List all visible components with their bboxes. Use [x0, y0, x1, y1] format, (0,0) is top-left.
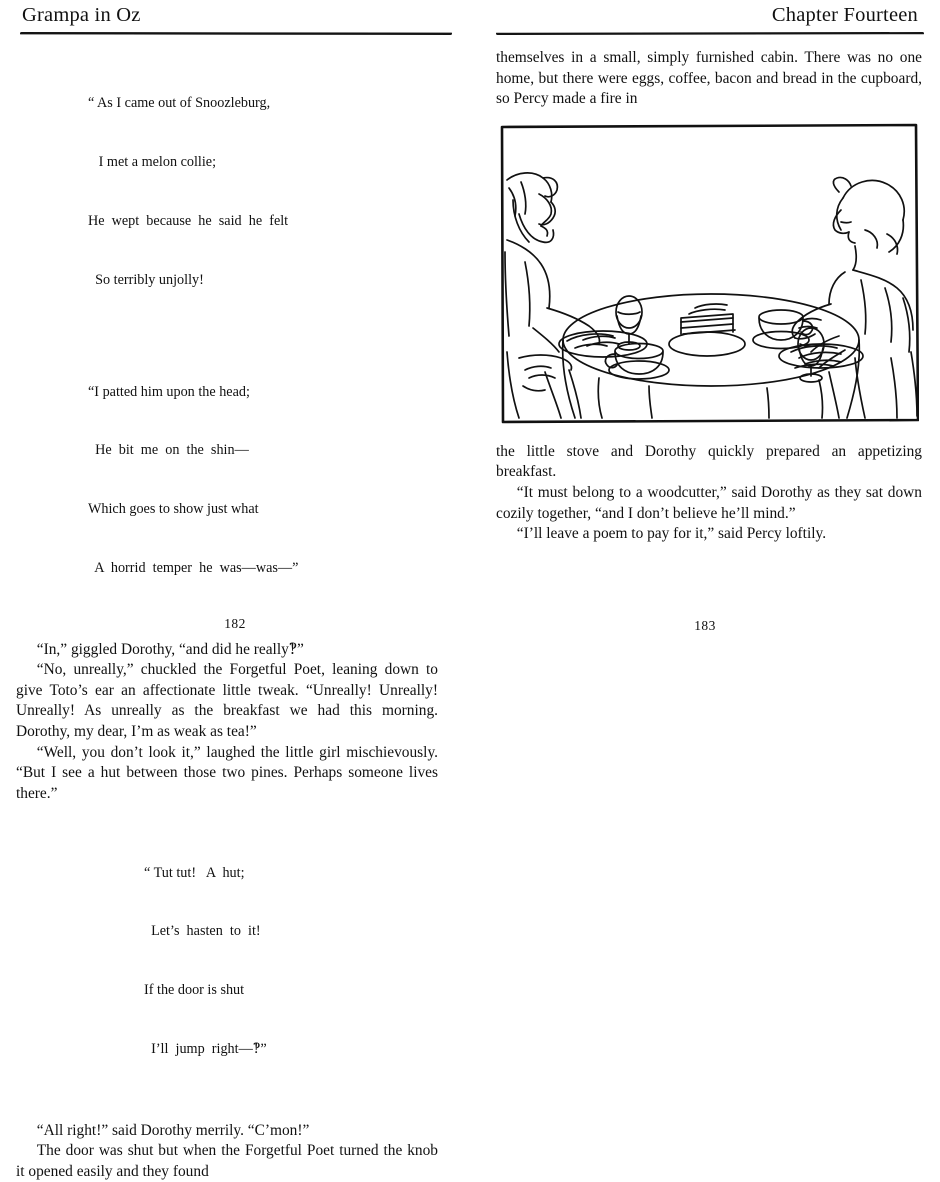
verse-line: “ Tut tut! A hut;: [144, 864, 245, 881]
verse-line: “ As I came out of Snoozleburg,: [88, 95, 271, 112]
spacer: [496, 35, 922, 48]
paragraph: “Well, you don’t look it,” laughed the little girl mischievously. “But I see a hut between those two pines. Perhaps someone lives there.”: [16, 743, 438, 802]
paragraph: “It must belong to a woodcutter,” said Dorothy as they sat down cozily together, “and I don’t believe he’ll mind.”: [496, 483, 922, 522]
verse-line: So terribly unjolly!: [88, 271, 204, 288]
right-body-upper: [496, 48, 922, 110]
paragraph: The door was shut but when the Forgetful Poet turned the knob it opened easily and they found: [16, 1142, 438, 1180]
illustration-container: [496, 122, 922, 424]
right-page: [470, 0, 940, 640]
paragraph: “In,” giggled Dorothy, “and did he really‽”: [36, 640, 304, 658]
verse-line: He bit me on the shin—: [88, 442, 249, 459]
verse-stanza-three: [16, 824, 438, 1098]
paragraph: “No, unreally,” chuckled the Forgetful Poet, leaning down to give Toto’s ear an affectionate little tweak. “Unreally! Unreally! Unreally! As unreally as the breakfast we had this morning. Dorothy, my dear, I’m as weak as tea!”: [16, 661, 438, 740]
verse-stanza-two: [16, 343, 438, 617]
verse-line: Let’s hasten to it!: [144, 923, 261, 940]
left-body-upper: [16, 640, 438, 805]
verse-line: “I patted him upon the head;: [88, 383, 250, 400]
paragraph: themselves in a small, simply furnished cabin. There was no one home, but there were eggs, coffee, bacon and bread in the cupboard, so Percy made a fire in: [496, 49, 922, 108]
spacer: [496, 424, 922, 442]
verse-line: He wept because he said he felt: [88, 212, 289, 229]
page-number-left: 182: [224, 616, 246, 631]
paragraph: “I’ll leave a poem to pay for it,” said Percy loftily.: [516, 525, 827, 543]
running-head-left: Grampa in Oz: [22, 4, 141, 26]
verse-stanza-one: [16, 55, 438, 329]
paragraph: “All right!” said Dorothy merrily. “C’mon!”: [36, 1121, 310, 1139]
verse-line: If the door is shut: [144, 982, 245, 999]
verse-line: A horrid temper he was—was—”: [88, 559, 299, 576]
spacer: [16, 35, 438, 48]
verse-line: Which goes to show just what: [88, 501, 259, 518]
page-number-right: 183: [694, 618, 716, 633]
left-body-lower: [16, 1121, 438, 1182]
paragraph: the little stove and Dorothy quickly prepared an appetizing breakfast.: [496, 442, 922, 481]
verse-line: I’ll jump right—‽”: [144, 1040, 267, 1057]
left-page: [0, 0, 470, 1180]
spacer: [16, 1099, 438, 1121]
breakfast-table-illustration: [499, 122, 919, 424]
verse-line: I met a melon collie;: [88, 153, 217, 170]
right-body-lower: [496, 442, 922, 545]
running-head-right: Chapter Fourteen: [771, 4, 918, 26]
